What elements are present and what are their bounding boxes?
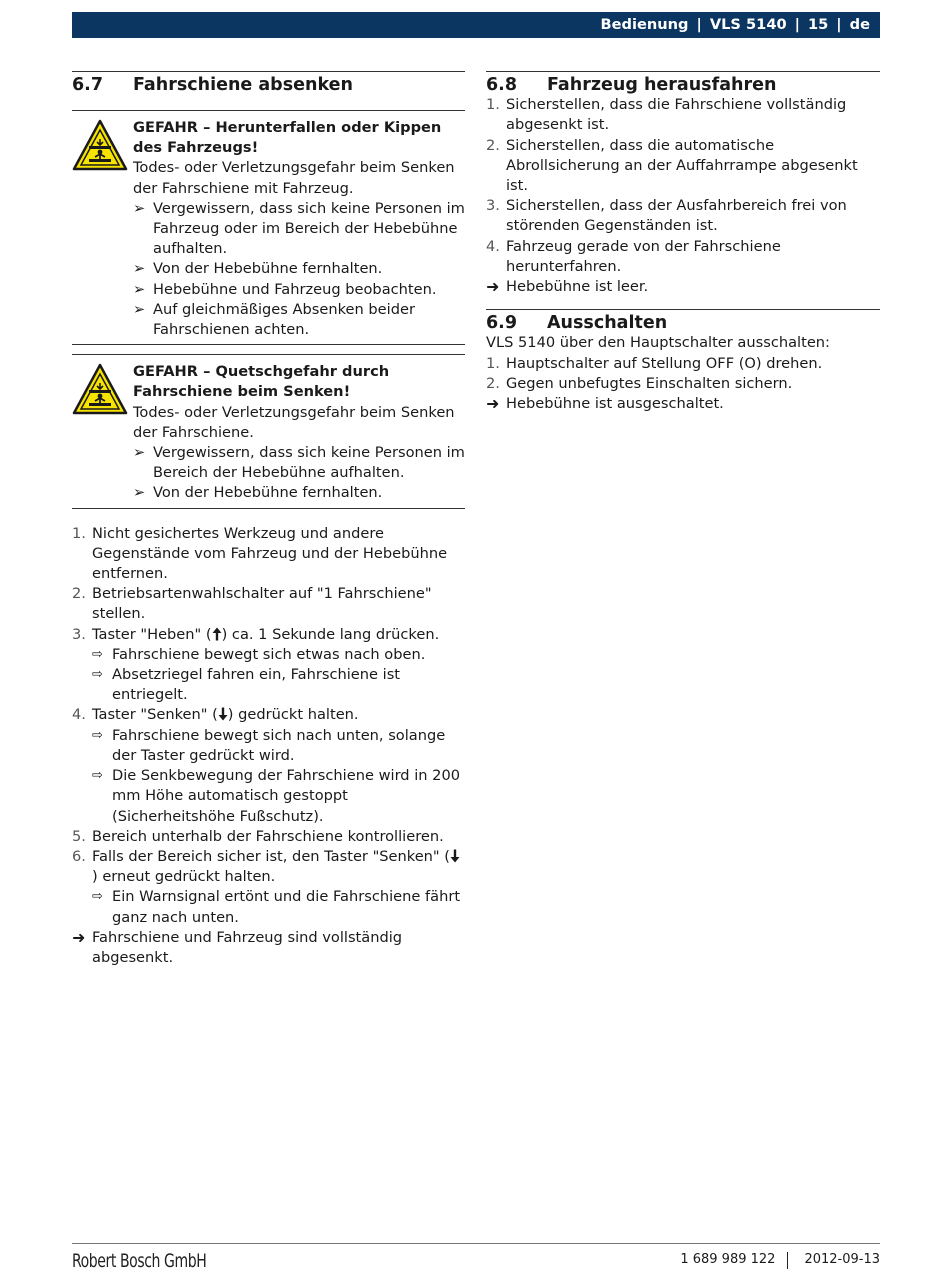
- procedure-step: [72, 827, 465, 847]
- section-heading-6-7: [72, 71, 465, 110]
- step-text: Taster "Heben" (: [92, 625, 212, 643]
- step-number: 5.: [72, 827, 86, 845]
- procedure-step: [72, 847, 465, 887]
- section-heading-6-9: [486, 309, 880, 333]
- header-separator: |: [696, 15, 702, 33]
- warning-instruction: [133, 483, 465, 503]
- crush-hazard-warning-icon: [72, 363, 128, 415]
- step-result: [72, 887, 465, 927]
- result-text: Fahrschiene bewegt sich nach unten, solange der Taster gedrückt wird.: [112, 726, 446, 764]
- right-column: [486, 71, 880, 414]
- warning-text: Todes- oder Verletzungsgefahr beim Senken der Fahrschiene.: [133, 403, 455, 441]
- section-number: 6.8: [486, 75, 518, 95]
- section-title: Fahrschiene absenken: [133, 75, 353, 95]
- section-heading-6-8: [486, 71, 880, 95]
- arrow-up-icon: [212, 627, 222, 641]
- procedure-step: [72, 584, 465, 624]
- procedure-steps-6-9: [486, 354, 880, 415]
- warning-text: Todes- oder Verletzungsgefahr beim Senken der Fahrschiene mit Fahrzeug.: [133, 159, 455, 197]
- result-bold-arrow-icon: ➜: [72, 927, 86, 947]
- step-text: Betriebsartenwahlschalter auf "1 Fahrschiene" stellen.: [92, 585, 432, 623]
- result-arrow-icon: ⇨: [92, 768, 103, 784]
- result-bold-arrow-icon: ➜: [486, 394, 500, 414]
- result-arrow-icon: ⇨: [92, 667, 103, 683]
- step-result: [72, 766, 465, 827]
- left-column: [72, 71, 465, 968]
- procedure-step: [486, 95, 880, 135]
- instruction-arrow-icon: ➢: [133, 199, 146, 217]
- warning-instruction: [133, 280, 465, 300]
- procedure-step: [486, 136, 880, 197]
- step-text: Hauptschalter auf Stellung OFF (O) drehen.: [506, 354, 823, 372]
- section-intro: VLS 5140 über den Hauptschalter ausschalten:: [486, 334, 830, 352]
- step-result: [72, 645, 465, 665]
- step-text: ) gedrückt halten.: [227, 706, 359, 724]
- warning-title: GEFAHR – Herunterfallen oder Kippen des Fahrzeugs!: [133, 119, 442, 157]
- step-number: 3.: [486, 197, 500, 215]
- result-text: Fahrschiene bewegt sich etwas nach oben.: [112, 645, 426, 663]
- instruction-text: Hebebühne und Fahrzeug beobachten.: [153, 280, 437, 298]
- page-header: [72, 12, 880, 38]
- result-bold-arrow-icon: ➜: [486, 277, 500, 297]
- step-text: Taster "Senken" (: [92, 706, 218, 724]
- header-separator: |: [836, 15, 842, 33]
- document-number: 1 689 989 122: [680, 1252, 776, 1267]
- step-number: 1.: [72, 524, 86, 542]
- step-number: 1.: [486, 96, 500, 114]
- instruction-text: Von der Hebebühne fernhalten.: [153, 484, 383, 502]
- document-date: 2012-09-13: [804, 1252, 880, 1267]
- section-number: 6.7: [72, 75, 104, 95]
- result-arrow-icon: ⇨: [92, 646, 103, 662]
- footer-separator: [787, 1252, 788, 1269]
- result-arrow-icon: ⇨: [92, 727, 103, 743]
- procedure-step: [486, 196, 880, 236]
- section-title: Fahrzeug herausfahren: [547, 75, 777, 95]
- procedure-step: [72, 625, 465, 645]
- step-number: 3.: [72, 625, 86, 643]
- crush-hazard-warning-icon: [72, 119, 128, 171]
- result-text: Ein Warnsignal ertönt und die Fahrschiene fährt ganz nach unten.: [112, 888, 461, 926]
- step-text: ) ca. 1 Sekunde lang drücken.: [221, 625, 440, 643]
- instruction-text: Vergewissern, dass sich keine Personen im Fahrzeug oder im Bereich der Hebebühne aufhalten.: [153, 199, 465, 258]
- step-number: 4.: [72, 706, 86, 724]
- instruction-arrow-icon: ➢: [133, 260, 146, 278]
- step-text: Sicherstellen, dass die Fahrschiene vollständig abgesenkt ist.: [506, 96, 847, 134]
- final-result: [486, 394, 880, 414]
- step-number: 2.: [486, 374, 500, 392]
- final-result: [486, 277, 880, 297]
- result-text: Absetzriegel fahren ein, Fahrschiene ist entriegelt.: [112, 666, 401, 704]
- procedure-steps-6-7: [72, 524, 465, 968]
- danger-warning-box-falling: [72, 110, 465, 345]
- step-text: Falls der Bereich sicher ist, den Taster "Senken" (: [92, 847, 450, 865]
- step-text: Nicht gesichertes Werkzeug und andere Gegenstände vom Fahrzeug und der Hebebühne entfernen.: [92, 524, 448, 583]
- step-number: 2.: [486, 136, 500, 154]
- step-number: 1.: [486, 354, 500, 372]
- step-result: [72, 665, 465, 705]
- warning-instruction: [133, 443, 465, 483]
- instruction-text: Vergewissern, dass sich keine Personen im Bereich der Hebebühne aufhalten.: [153, 444, 465, 482]
- procedure-step: [486, 374, 880, 394]
- warning-instruction: [133, 259, 465, 279]
- final-result: [72, 928, 465, 968]
- arrow-down-icon: [218, 707, 228, 721]
- step-number: 4.: [486, 237, 500, 255]
- step-text: Sicherstellen, dass der Ausfahrbereich frei von störenden Gegenständen ist.: [506, 197, 847, 235]
- footer-divider: [72, 1243, 880, 1244]
- step-text: Sicherstellen, dass die automatische Abrollsicherung an der Auffahrrampe abgesenkt ist.: [506, 136, 858, 195]
- step-result: [72, 726, 465, 766]
- warning-instruction: [133, 300, 465, 340]
- procedure-step: [486, 354, 880, 374]
- header-model: VLS 5140: [709, 15, 787, 33]
- arrow-down-icon: [450, 849, 460, 863]
- instruction-text: Von der Hebebühne fernhalten.: [153, 260, 383, 278]
- step-number: 2.: [72, 585, 86, 603]
- step-text: Fahrzeug gerade von der Fahrschiene herunterfahren.: [506, 237, 781, 275]
- instruction-arrow-icon: ➢: [133, 484, 146, 502]
- procedure-step: [486, 237, 880, 277]
- procedure-step: [72, 524, 465, 585]
- procedure-step: [72, 705, 465, 725]
- instruction-arrow-icon: ➢: [133, 300, 146, 318]
- step-text: Gegen unbefugtes Einschalten sichern.: [506, 374, 793, 392]
- final-result-text: Hebebühne ist ausgeschaltet.: [506, 395, 724, 413]
- step-number: 6.: [72, 847, 86, 865]
- section-number: 6.9: [486, 313, 518, 334]
- final-result-text: Fahrschiene und Fahrzeug sind vollständig abgesenkt.: [92, 928, 403, 966]
- procedure-steps-6-8: [486, 95, 880, 297]
- header-page-number: 15: [807, 15, 829, 33]
- instruction-arrow-icon: ➢: [133, 280, 146, 298]
- company-logo: Robert Bosch GmbH: [72, 1250, 207, 1272]
- result-arrow-icon: ⇨: [92, 889, 103, 905]
- step-text: ) erneut gedrückt halten.: [92, 868, 276, 886]
- danger-warning-box-crushing: [72, 354, 465, 508]
- header-language: de: [849, 15, 870, 33]
- instruction-text: Auf gleichmäßiges Absenken beider Fahrschienen achten.: [153, 300, 415, 339]
- section-title: Ausschalten: [547, 313, 668, 334]
- footer-info: [680, 1250, 880, 1270]
- result-text: Die Senkbewegung der Fahrschiene wird in 200 mm Höhe automatisch gestoppt (Sicherheitshöhe Fußschutz).: [112, 767, 461, 825]
- warning-instruction: [133, 199, 465, 260]
- instruction-arrow-icon: ➢: [133, 444, 146, 462]
- header-separator: |: [794, 15, 800, 33]
- step-text: Bereich unterhalb der Fahrschiene kontrollieren.: [92, 827, 444, 845]
- final-result-text: Hebebühne ist leer.: [506, 278, 649, 296]
- warning-title: GEFAHR – Quetschgefahr durch Fahrschiene beim Senken!: [133, 363, 390, 401]
- header-section: Bedienung: [600, 15, 689, 33]
